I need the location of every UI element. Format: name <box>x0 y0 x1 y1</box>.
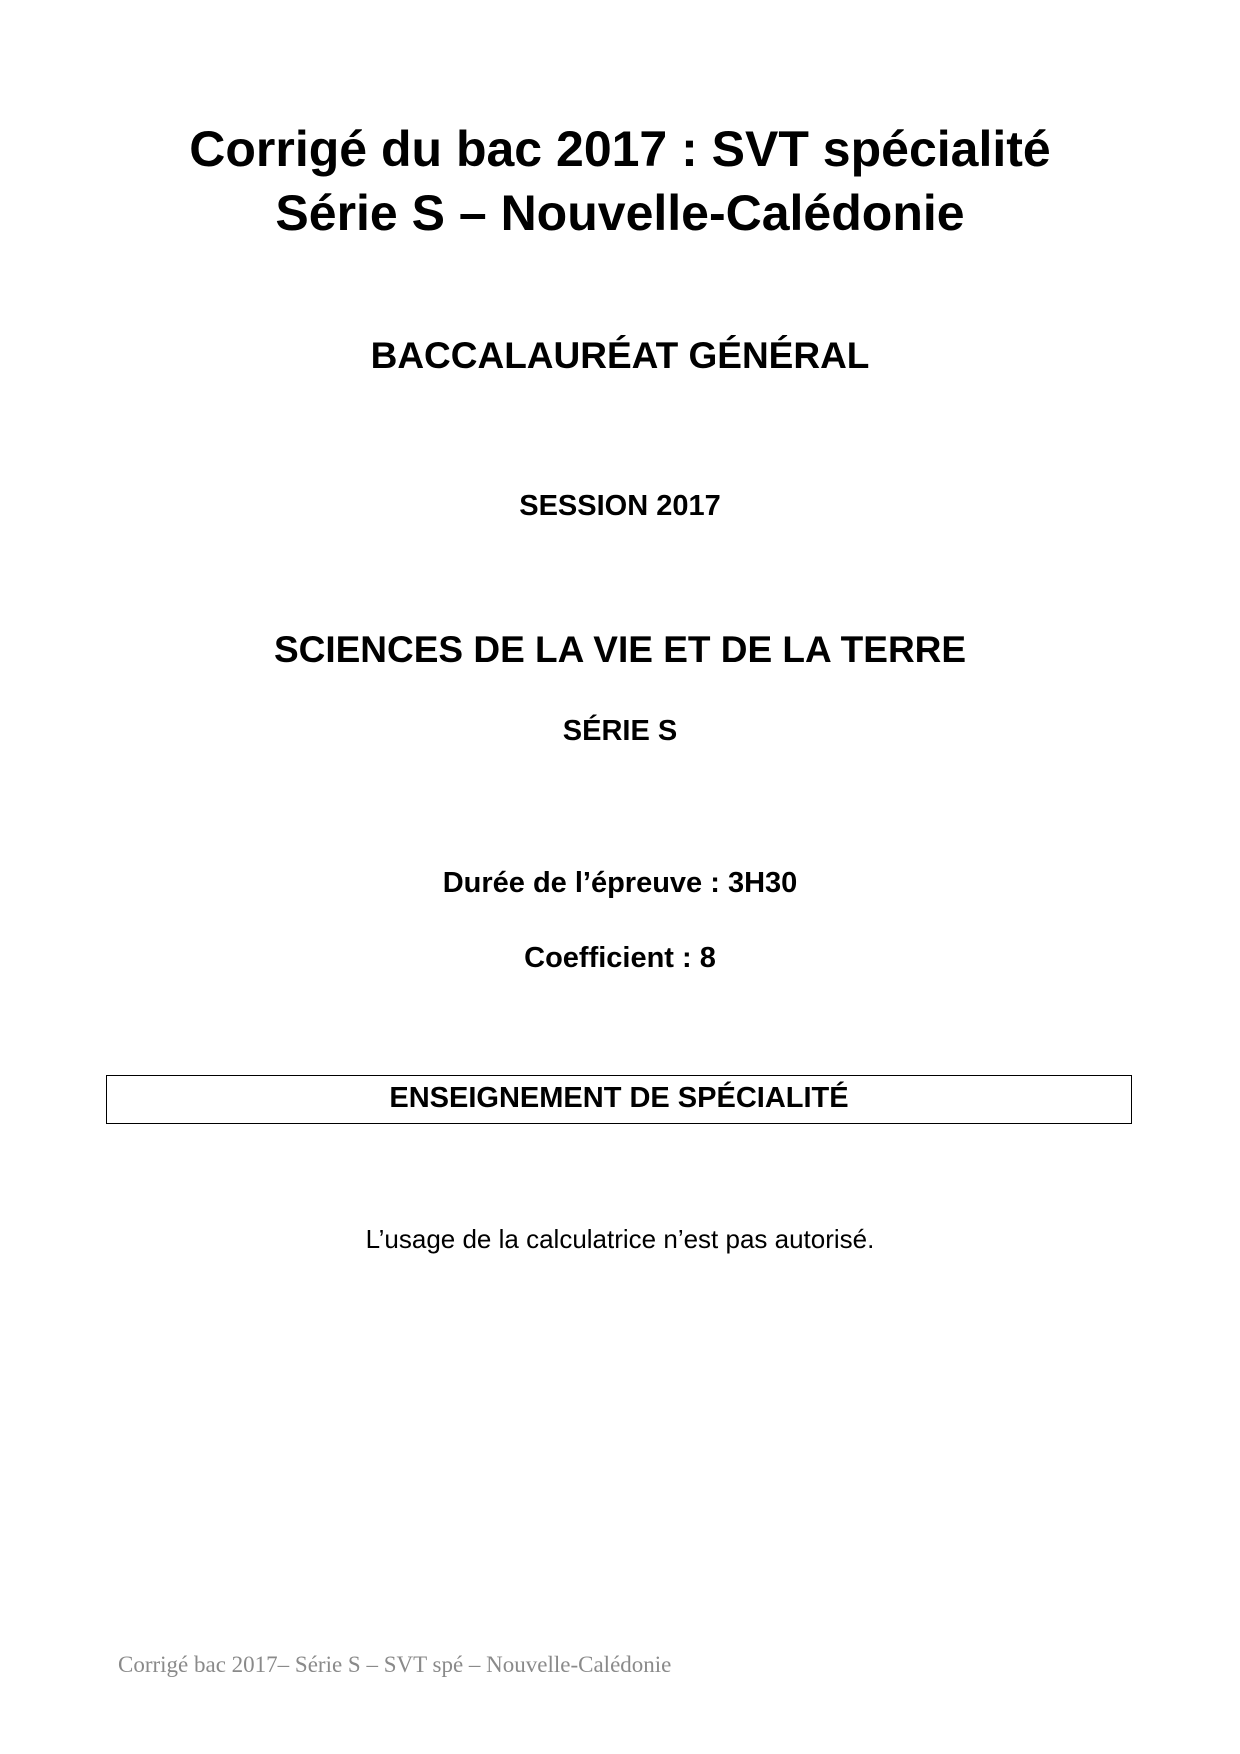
exam-coefficient: Coefficient : 8 <box>524 942 716 974</box>
session-heading: SESSION 2017 <box>519 490 721 522</box>
page-title-line-1: Corrigé du bac 2017 : SVT spécialité <box>189 121 1051 177</box>
calculator-note: L’usage de la calculatrice n’est pas autorisé. <box>365 1224 875 1254</box>
exam-type-heading: BACCALAURÉAT GÉNÉRAL <box>370 335 870 376</box>
specialty-box: ENSEIGNEMENT DE SPÉCIALITÉ <box>106 1075 1132 1124</box>
subject-heading: SCIENCES DE LA VIE ET DE LA TERRE <box>273 629 967 670</box>
page-footer: Corrigé bac 2017– Série S – SVT spé – Nouvelle-Calédonie <box>118 1652 672 1677</box>
page-title-line-2: Série S – Nouvelle-Calédonie <box>275 185 965 241</box>
exam-duration: Durée de l’épreuve : 3H30 <box>442 867 798 899</box>
series-heading: SÉRIE S <box>562 715 678 747</box>
